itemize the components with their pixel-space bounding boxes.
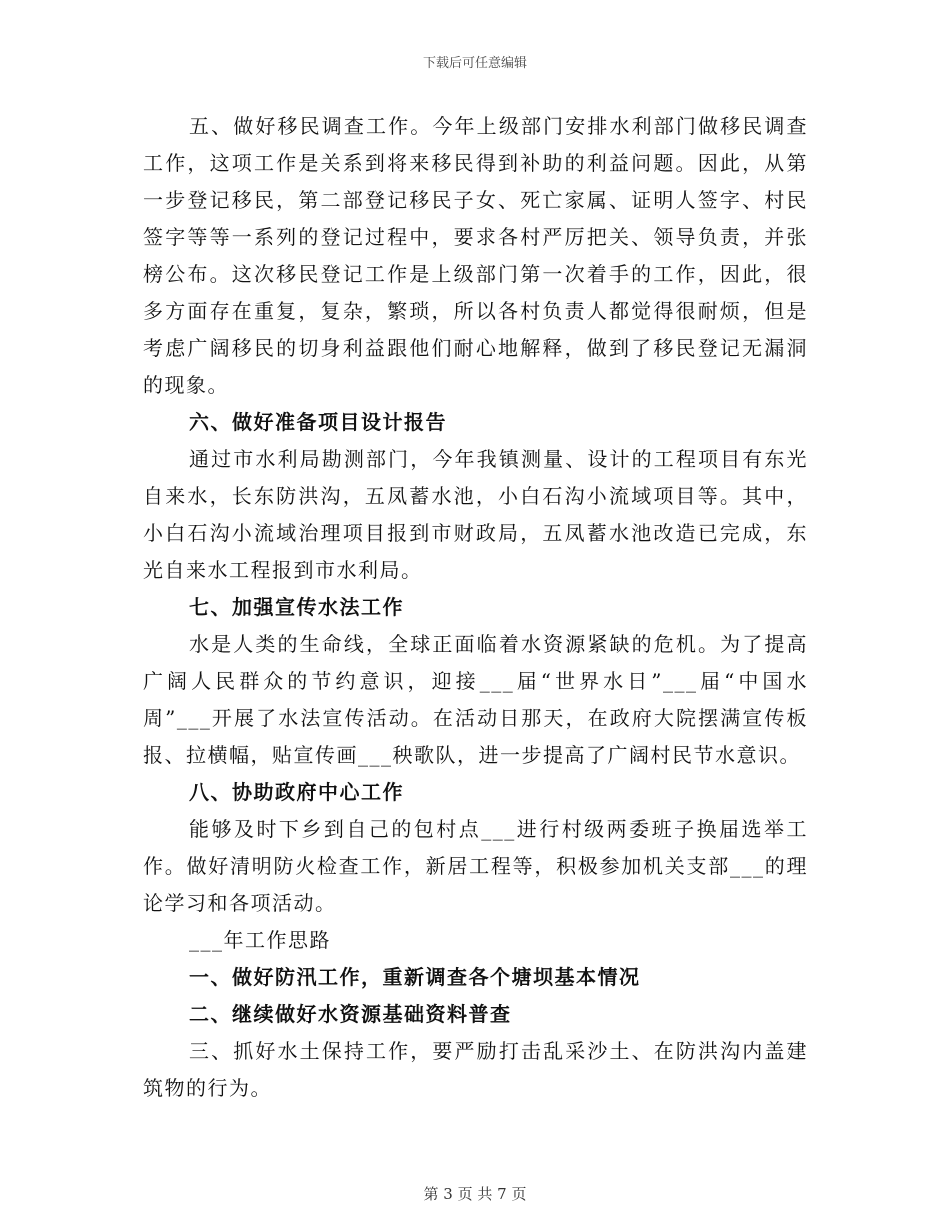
heading-project-design: 六、做好准备项目设计报告 (189, 410, 447, 434)
heading-government-work: 八、协助政府中心工作 (189, 780, 404, 804)
paragraph-government-work: 能够及时下乡到自己的包村点___进行村级两委班子换届选举工作。做好清明防火检查工作，新居工程等，积极参加机关支部___的理论学习和各项活动。 (143, 817, 808, 915)
paragraph-work-plan-title: ___年工作思路 (189, 928, 331, 952)
heading-flood-control: 一、做好防汛工作，重新调查各个塘坝基本情况 (189, 965, 641, 989)
document-body (143, 108, 808, 1107)
heading-water-law: 七、加强宣传水法工作 (189, 595, 404, 619)
paragraph-project-design: 通过市水利局勘测部门，今年我镇测量、设计的工程项目有东光自来水，长东防洪沟，五凤蓄水池，小白石沟小流域项目等。其中，小白石沟小流域治理项目报到市财政局，五凤蓄水池改造已完成，东光自来水工程报到市水利局。 (143, 447, 808, 582)
page-header: 下载后可任意编辑 (422, 56, 527, 71)
paragraph-soil-conservation: 三、抓好水土保持工作，要严励打击乱采沙土、在防洪沟内盖建筑物的行为。 (143, 1039, 808, 1100)
paragraph-migrant-survey: 五、做好移民调查工作。今年上级部门安排水利部门做移民调查工作，这项工作是关系到将来移民得到补助的利益问题。因此，从第一步登记移民，第二部登记移民子女、死亡家属、证明人签字、村民签字等等一系列的登记过程中，要求各村严厉把关、领导负责，并张榜公布。这次移民登记工作是上级部门第一次着手的工作，因此，很多方面存在重复，复杂，繁琐，所以各村负责人都觉得很耐烦，但是考虑广阔移民的切身利益跟他们耐心地解释，做到了移民登记无漏洞的现象。 (143, 114, 808, 397)
page-footer: 第 3 页 共 7 页 (423, 1185, 527, 1203)
heading-water-resources: 二、继续做好水资源基础资料普查 (189, 1002, 512, 1026)
paragraph-water-law: 水是人类的生命线，全球正面临着水资源紧缺的危机。为了提高广阔人民群众的节约意识，迎接___届“世界水日”___届“中国水周”___开展了水法宣传活动。在活动日那天，在政府大院摆满宣传板报、拉横幅，贴宣传画___秧歌队，进一步提高了广阔村民节水意识。 (143, 632, 808, 767)
